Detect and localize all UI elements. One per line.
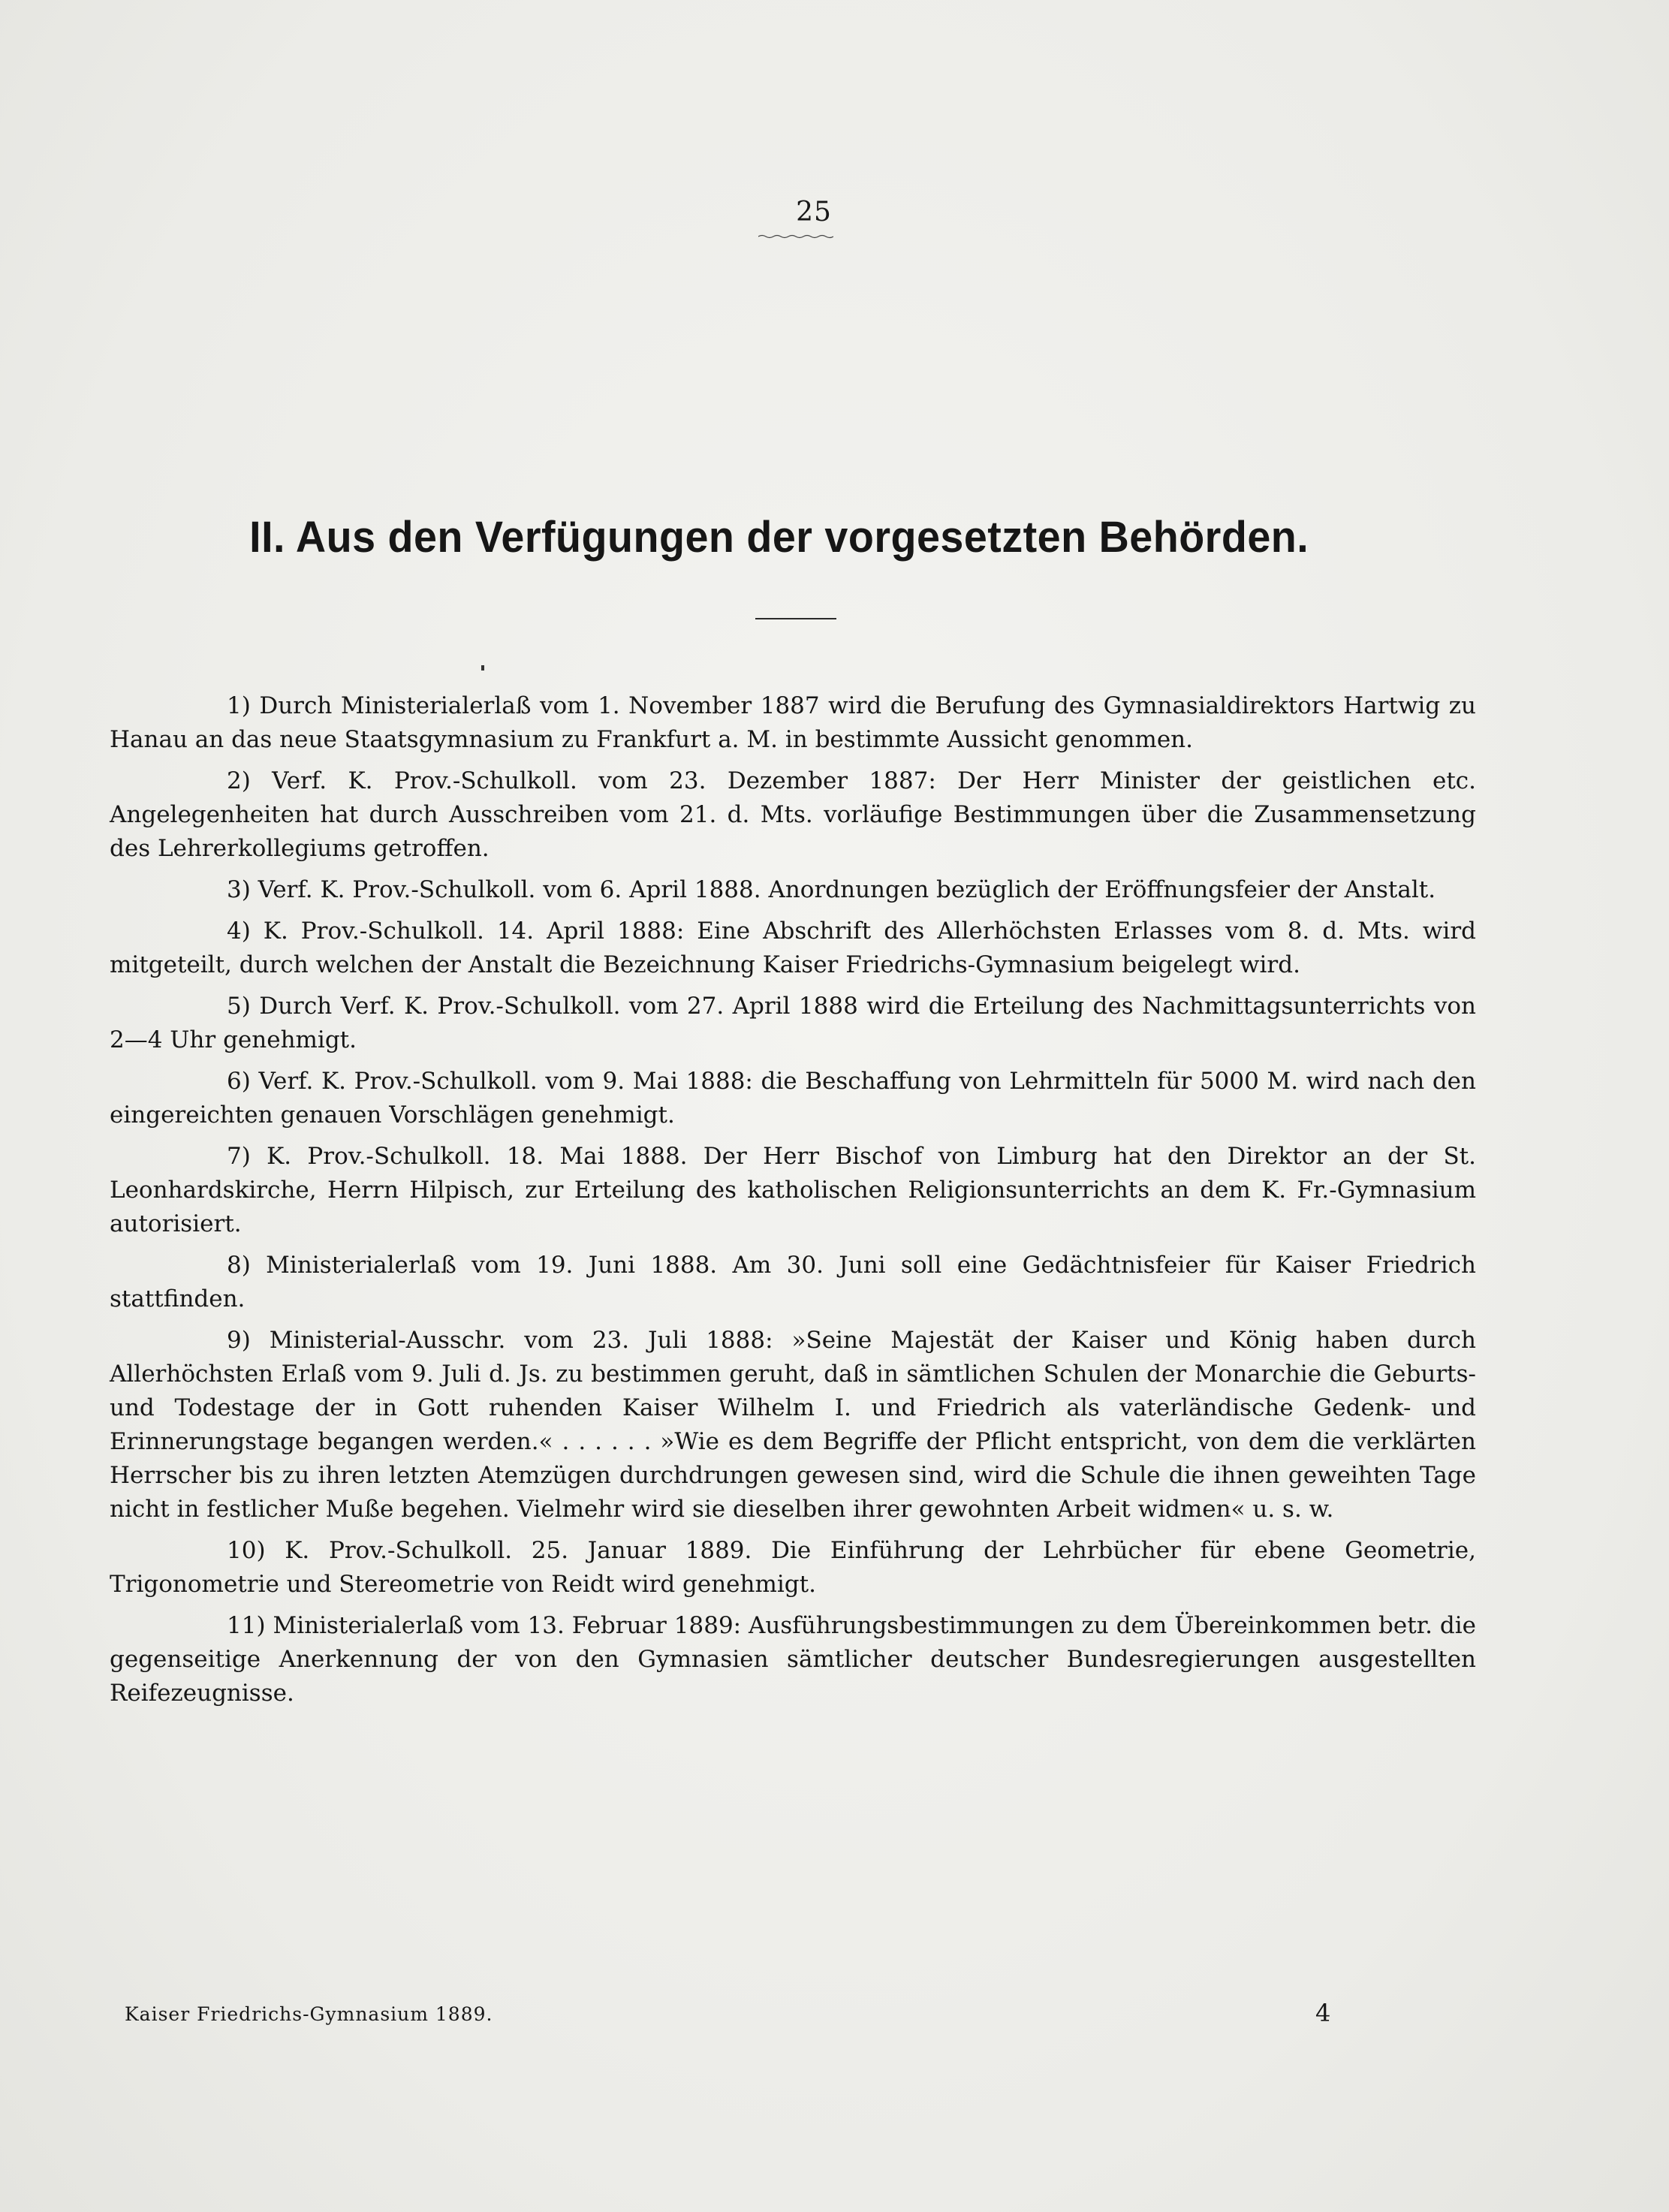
decree-entry: 10) K. Prov.-Schulkoll. 25. Januar 1889. Die Einführung der Lehrbücher für ebene Geometrie, Trigonometrie und Stereometrie von Reidt wird genehmigt. xyxy=(110,1537,1476,1598)
page-number: 25 xyxy=(796,197,832,228)
page-number-ornament xyxy=(758,234,833,239)
decree-entry: 4) K. Prov.-Schulkoll. 14. April 1888: Eine Abschrift des Allerhöchsten Erlasses vom 8. d. Mts. wird mitgeteilt, durch welchen der Anstalt die Bezeichnung Kaiser Friedrichs-Gymnasium beigelegt wird. xyxy=(110,918,1476,978)
decree-entry: 11) Ministerialerlaß vom 13. Februar 1889: Ausführungsbestimmungen zu dem Übereinkommen betr. die gegenseitige Anerkennung der von den Gymnasien sämtlicher deutscher Bundesregierungen ausgestellten Reifezeugnisse. xyxy=(110,1612,1476,1707)
decree-list xyxy=(110,689,1476,1718)
decree-entry: 9) Ministerial-Ausschr. vom 23. Juli 1888: »Seine Majestät der Kaiser und König haben durch Allerhöchsten Erlaß vom 9. Juli d. Js. zu bestimmen geruht, daß in sämtlichen Schulen der Monarchie die Geburts- und Todestage der in Gott ruhenden Kaiser Wilhelm I. und Friedrich als vaterländische Gedenk- und Erinnerungstage begangen werden.« . . . . . . »Wie es dem Begriffe der Pflicht entspricht, von dem die verklärten Herrscher bis zu ihren letzten Atemzügen durchdrungen gewesen sind, wird die Schule die ihnen geweihten Tage nicht in festlicher Muße begehen. Vielmehr wird sie dieselben ihrer gewohnten Arbeit widmen« u. s. w. xyxy=(110,1327,1476,1523)
section-heading: II. Aus den Verfügungen der vorgesetzten Behörden. xyxy=(249,513,1309,562)
footer-sheet-number: 4 xyxy=(1315,1999,1331,2027)
decree-entry: 6) Verf. K. Prov.-Schulkoll. vom 9. Mai 1888: die Beschaffung von Lehrmitteln für 5000 M. wird nach den eingereichten genauen Vorschlägen genehmigt. xyxy=(110,1068,1476,1129)
decree-entry: 3) Verf. K. Prov.-Schulkoll. vom 6. April 1888. Anordnungen bezüglich der Eröffnungsfeier der Anstalt. xyxy=(227,876,1436,903)
ink-mark xyxy=(481,665,484,671)
decree-entry: 2) Verf. K. Prov.-Schulkoll. vom 23. Dezember 1887: Der Herr Minister der geistlichen etc. Angelegenheiten hat durch Ausschreiben vom 21. d. Mts. vorläufige Bestimmungen über die Zusammensetzung des Lehrerkollegiums getroffen. xyxy=(110,767,1476,862)
heading-divider xyxy=(755,618,836,619)
decree-entry: 7) K. Prov.-Schulkoll. 18. Mai 1888. Der Herr Bischof von Limburg hat den Direktor an der St. Leonhardskirche, Herrn Hilpisch, zur Erteilung des katholischen Religionsunterrichts an dem K. Fr.-Gymnasium autorisiert. xyxy=(110,1143,1476,1237)
footer-publication-title: Kaiser Friedrichs-Gymnasium 1889. xyxy=(125,2003,493,2025)
decree-entry: 8) Ministerialerlaß vom 19. Juni 1888. Am 30. Juni soll eine Gedächtnisfeier für Kaiser Friedrich stattfinden. xyxy=(110,1252,1476,1312)
decree-entry: 1) Durch Ministerialerlaß vom 1. November 1887 wird die Berufung des Gymnasialdirektors Hartwig zu Hanau an das neue Staatsgymnasium zu Frankfurt a. M. in bestimmte Aussicht genommen. xyxy=(110,692,1476,753)
decree-entry: 5) Durch Verf. K. Prov.-Schulkoll. vom 27. April 1888 wird die Erteilung des Nachmittagsunterrichts von 2—4 Uhr genehmigt. xyxy=(110,993,1476,1053)
